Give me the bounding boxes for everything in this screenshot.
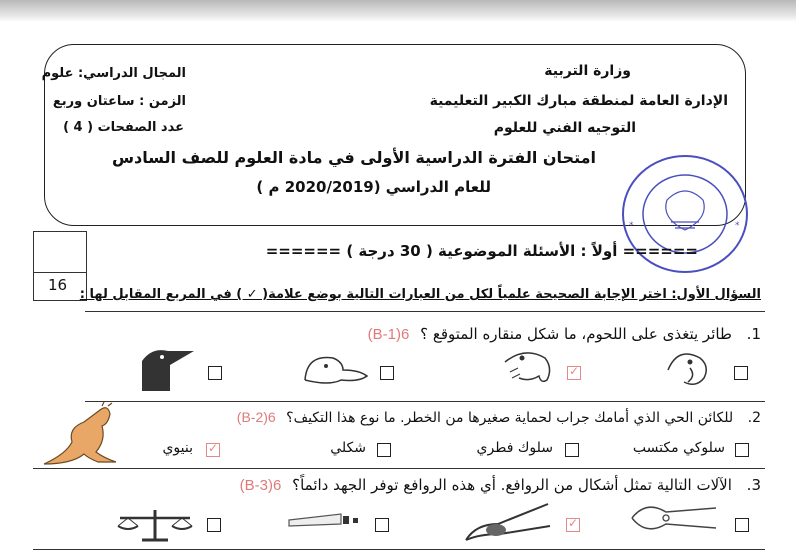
- item2-option4-checkbox[interactable]: [206, 443, 220, 457]
- item1-question: [368, 325, 761, 343]
- question1-instruction: السؤال الأول: اختر الإجابة الصحيحة علمياً لكل من العبارات التالية بوضع علامة( ✓ ) في المربع المقابل لها :: [79, 287, 761, 302]
- parrot-beak-icon: [660, 342, 715, 392]
- item2-divider: [33, 468, 765, 469]
- item3-number: 3.: [746, 476, 761, 494]
- grade-score: 16: [48, 276, 68, 294]
- scan-top-shadow: [0, 0, 796, 22]
- item2-option4-label: بنيوي: [162, 440, 193, 456]
- balance-scale-icon: [112, 500, 198, 545]
- nutcracker-icon: [462, 500, 554, 545]
- eagle-beak-icon: [500, 342, 555, 392]
- item1-text: طائر يتغذى على اللحوم، ما شكل منقاره المتوقع ؟: [420, 325, 732, 343]
- item1-number: 1.: [746, 325, 761, 343]
- item2-number: 2.: [747, 410, 761, 426]
- pages-label: عدد الصفحات ( 4 ): [63, 120, 184, 135]
- item2-option1-label: سلوكي مكتسب: [632, 440, 725, 456]
- exam-title: امتحان الفترة الدراسية الأولى في مادة العلوم للصف السادس: [111, 148, 596, 167]
- grade-divider: [34, 272, 86, 273]
- item3-option4-checkbox[interactable]: [207, 518, 221, 532]
- item2-question: [237, 409, 761, 426]
- directorate-name: الإدارة العامة لمنطقة مبارك الكبير التعليمية: [429, 93, 728, 109]
- section-heading: ====== أولاً : الأسئلة الموضوعية ( 30 درجة ) ======: [265, 242, 698, 260]
- stapler-icon: [285, 508, 360, 533]
- item3-option3-checkbox[interactable]: [375, 518, 389, 532]
- svg-text:*: *: [735, 221, 740, 231]
- field-label: المجال الدراسي: علوم: [41, 66, 186, 81]
- woodpecker-beak-icon: [140, 345, 195, 393]
- item2-option1-checkbox[interactable]: [735, 443, 749, 457]
- item1-ref: 6(B-1): [367, 326, 410, 343]
- item2-option2-label: سلوك فطري: [476, 440, 553, 456]
- item2-option3-label: شكلي: [330, 440, 366, 456]
- item3-question: [240, 476, 761, 494]
- item3-option2-checkbox[interactable]: [566, 518, 580, 532]
- duck-beak-icon: [300, 350, 370, 390]
- item1-option1-checkbox[interactable]: [734, 366, 748, 380]
- academic-year: للعام الدراسي (2020/2019 م ): [256, 178, 491, 196]
- official-stamp-icon: [617, 148, 757, 283]
- supervision-name: التوجيه الفني للعلوم: [493, 120, 636, 136]
- ministry-name: وزارة التربية: [544, 63, 631, 79]
- pliers-icon: [628, 498, 720, 538]
- instruction-underline: [85, 311, 765, 312]
- item1-option2-checkbox[interactable]: [567, 366, 581, 380]
- item1-divider: [85, 401, 765, 402]
- item2-ref: 6(B-2): [236, 409, 276, 425]
- svg-text:*: *: [629, 221, 634, 231]
- item3-ref: 6(B-3): [239, 477, 282, 494]
- item3-text: الآلات التالية تمثل أشكال من الروافع. أي هذه الروافع توفر الجهد دائماً؟: [292, 476, 732, 494]
- item3-divider: [33, 549, 765, 550]
- item3-option1-checkbox[interactable]: [735, 518, 749, 532]
- item2-text: للكائن الحي الذي أمامك جراب لحماية صغيرها من الخطر. ما نوع هذا التكيف؟: [286, 410, 734, 426]
- kangaroo-icon: [38, 402, 130, 470]
- item1-option3-checkbox[interactable]: [380, 366, 394, 380]
- item2-option2-checkbox[interactable]: [565, 443, 579, 457]
- time-label: الزمن : ساعتان وربع: [52, 94, 186, 109]
- item1-option4-checkbox[interactable]: [208, 366, 222, 380]
- item2-option3-checkbox[interactable]: [377, 443, 391, 457]
